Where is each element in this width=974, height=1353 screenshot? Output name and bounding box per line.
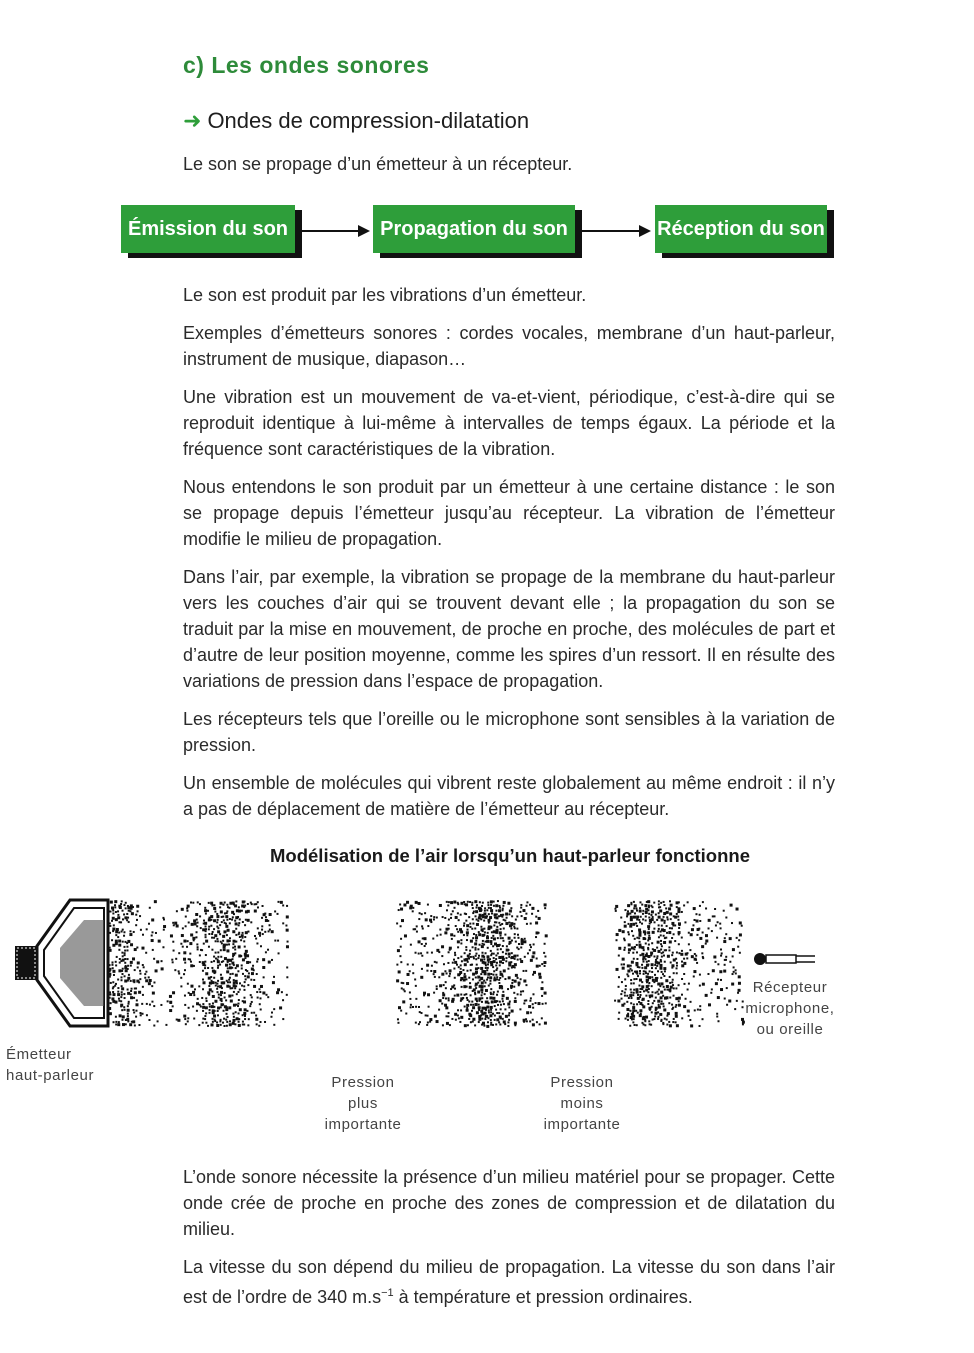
figure-title: Modélisation de l’air lorsqu’un haut-parleur fonctionne [270, 845, 750, 866]
low-pressure-caption: Pression moins importante [543, 1074, 621, 1133]
paragraph: Une vibration est un mouvement de va-et-vient, périodique, c’est-à-dire qui se reproduit identique à lui-même à intervalles de temps égaux. La période et la fréquence sont caractéristiques de la vibration. [183, 387, 835, 459]
receiver-caption: Récepteur microphone, ou oreille [745, 979, 835, 1038]
paragraph: Le son est produit par les vibrations d’un émetteur. [183, 285, 587, 305]
flow-arrow-icon [300, 230, 368, 232]
lead-text: Le son se propage d’un émetteur à un récepteur. [183, 154, 573, 174]
subtitle-text: Ondes de compression-dilatation [207, 108, 530, 133]
paragraph: Exemples d’émetteurs sonores : cordes vocales, membrane d’un haut-parleur, instrument de musique, diapason… [183, 323, 835, 369]
flow-arrow-icon [581, 230, 649, 232]
conclusion-text [183, 1164, 835, 1322]
high-pressure-caption: Pression plus importante [324, 1074, 402, 1133]
compression-zone [396, 900, 548, 1028]
paragraph: Un ensemble de molécules qui vibrent reste globalement au même endroit : il n’y a pas de déplacement de matière de l’émetteur au récepteur. [183, 773, 835, 819]
body-text [183, 282, 835, 834]
compression-zone [614, 900, 745, 1027]
paragraph: Les récepteurs tels que l’oreille ou le microphone sont sensibles à la variation de pression. [183, 709, 835, 755]
emitter-caption: Émetteur haut-parleur [6, 1046, 95, 1084]
microphone-icon [754, 953, 815, 965]
paragraph: Nous entendons le son produit par un émetteur à une certaine distance : le son se propage depuis l’émetteur jusqu’au récepteur. La vibration de l’émetteur modifie le milieu de propagation. [183, 477, 835, 549]
subtitle [183, 108, 529, 134]
compression-zone [108, 900, 289, 1027]
speaker-icon [15, 900, 108, 1026]
paragraph: L’onde sonore nécessite la présence d’un milieu matériel pour se propager. Cette onde crée de proche en proche des zones de compression et de dilatation du milieu. [183, 1167, 835, 1239]
flow-step-reception: Réception du son [655, 205, 827, 253]
paragraph: La vitesse du son dépend du milieu de propagation. La vitesse du son dans l’air est de l’ordre de 340 $m.s^{-1}$ à température et pression ordinaires. [183, 1257, 835, 1307]
arrow-right-icon: ➜ [183, 108, 202, 133]
paragraph: Dans l’air, par exemple, la vibration se propage de la membrane du haut-parleur vers les couches d’air qui se trouvent devant elle ; la propagation du son se traduit par la mise en mouvement, de proche en proche, des molécules de part et d’autre de leur position moyenne, comme les spires d’un ressort. Il en résulte des variations de pression dans l’espace de propagation. [183, 567, 835, 691]
flow-step-propagation: Propagation du son [373, 205, 575, 253]
flow-step-emission: Émission du son [121, 205, 295, 253]
section-title: c) Les ondes sonores [183, 52, 430, 78]
